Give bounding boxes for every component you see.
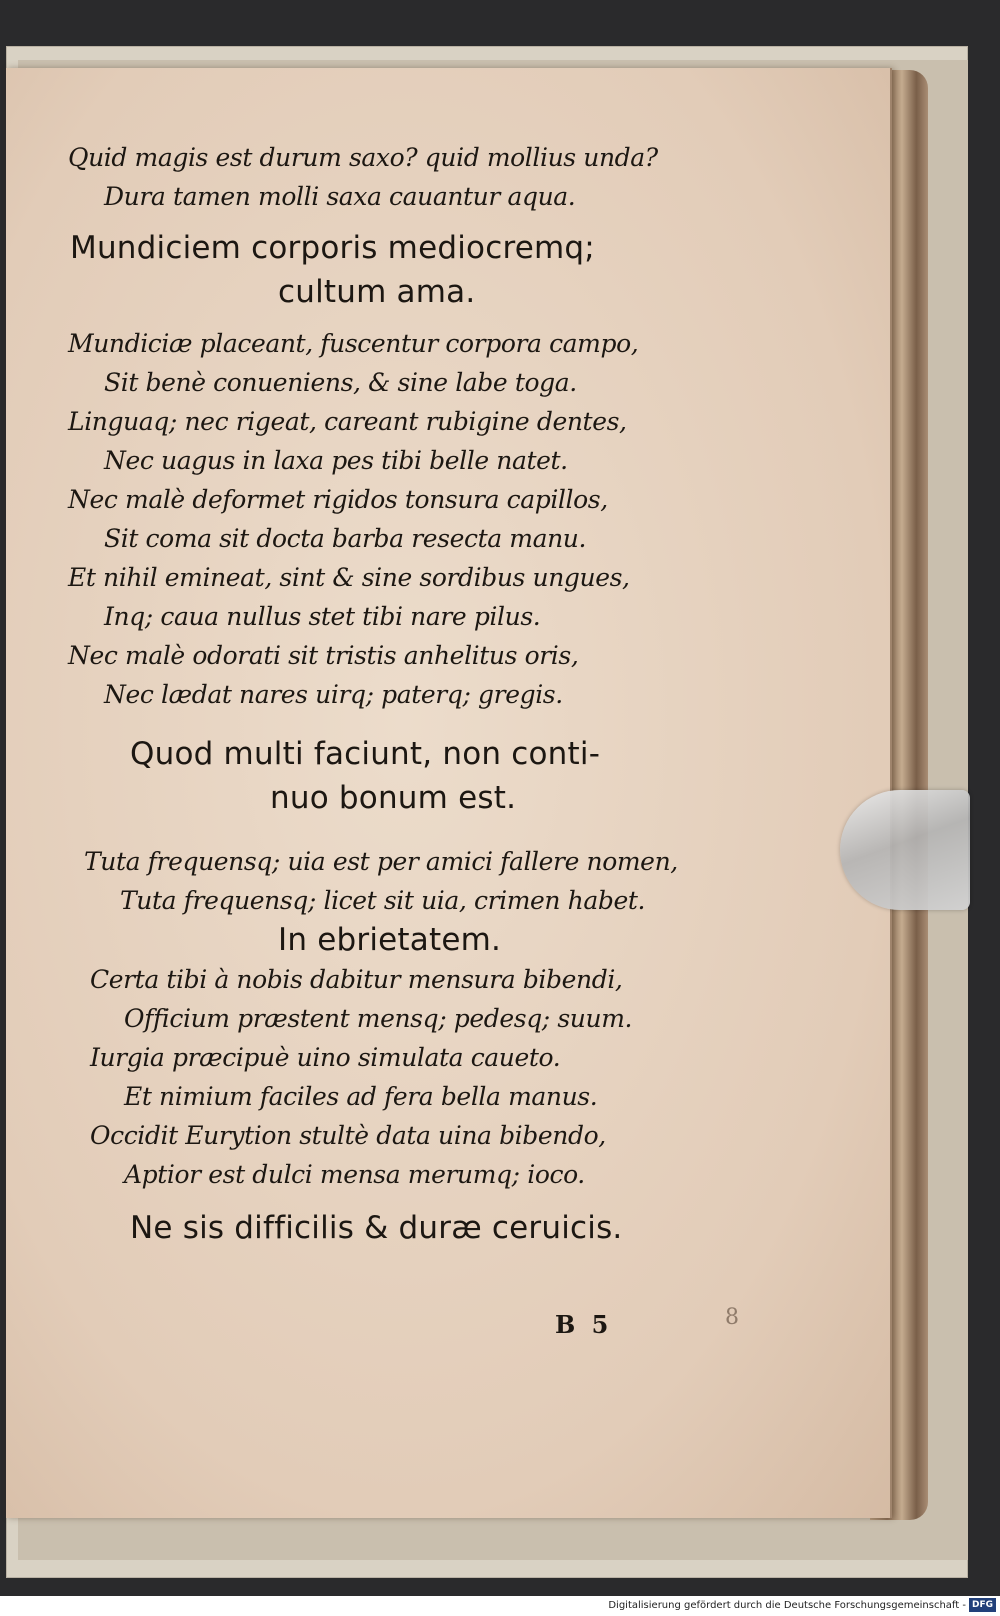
verse-line: Linguaq; nec rigeat, careant rubigine dentes, [68, 407, 627, 436]
verse-line: Nec lædat nares uirq; paterq; gregis. [104, 680, 563, 709]
section-heading: Quod multi faciunt, non conti- [130, 736, 601, 772]
verse-line: Aptior est dulci mensa merumq; ioco. [124, 1160, 585, 1189]
verse-line: Inq; caua nullus stet tibi nare pilus. [104, 602, 541, 631]
verse-line: Nec uagus in laxa pes tibi belle natet. [104, 446, 568, 475]
page-clip [840, 790, 970, 910]
section-heading: Ne sis difficilis & duræ ceruicis. [130, 1210, 623, 1246]
verse-line: Tuta frequensq; uia est per amici fallere nomen, [84, 847, 678, 876]
verse-line: Occidit Eurytion stultè data uina bibendo, [90, 1121, 606, 1150]
verse-line: Sit benè conueniens, & sine labe toga. [104, 368, 577, 397]
dfg-logo: DFG [969, 1598, 996, 1612]
page-text [68, 138, 768, 1250]
verse-line: Et nimium faciles ad fera bella manus. [124, 1082, 598, 1111]
verse-line: Nec malè deformet rigidos tonsura capillos, [68, 485, 608, 514]
verse-line: Sit coma sit docta barba resecta manu. [104, 524, 587, 553]
footer-text: Digitalisierung gefördert durch die Deutsche Forschungsgemeinschaft - [608, 1600, 966, 1611]
verse-line: Officium præstent mensq; pedesq; suum. [124, 1004, 633, 1033]
verse-line: Quid magis est durum saxo? quid mollius unda? [68, 143, 658, 172]
section-heading: Mundiciem corporis mediocremq; [70, 230, 595, 266]
verse-line: Nec malè odorati sit tristis anhelitus oris, [68, 641, 579, 670]
verse-line: Et nihil emineat, sint & sine sordibus ungues, [68, 563, 630, 592]
verse-line: Mundiciæ placeant, fuscentur corpora campo, [68, 329, 639, 358]
verse-line: Dura tamen molli saxa cauantur aqua. [104, 182, 576, 211]
verse-line: Tuta frequensq; licet sit uia, crimen habet. [120, 886, 646, 915]
section-heading: In ebrietatem. [278, 922, 502, 958]
verse-line: Certa tibi à nobis dabitur mensura bibendi, [90, 965, 623, 994]
section-heading: nuo bonum est. [270, 780, 517, 816]
folio-number: 8 [725, 1305, 739, 1330]
section-heading: cultum ama. [278, 274, 476, 310]
signature-mark: B 5 [555, 1310, 613, 1339]
verse-line: Iurgia præcipuè uino simulata caueto. [90, 1043, 561, 1072]
digitization-footer [0, 1596, 1000, 1616]
